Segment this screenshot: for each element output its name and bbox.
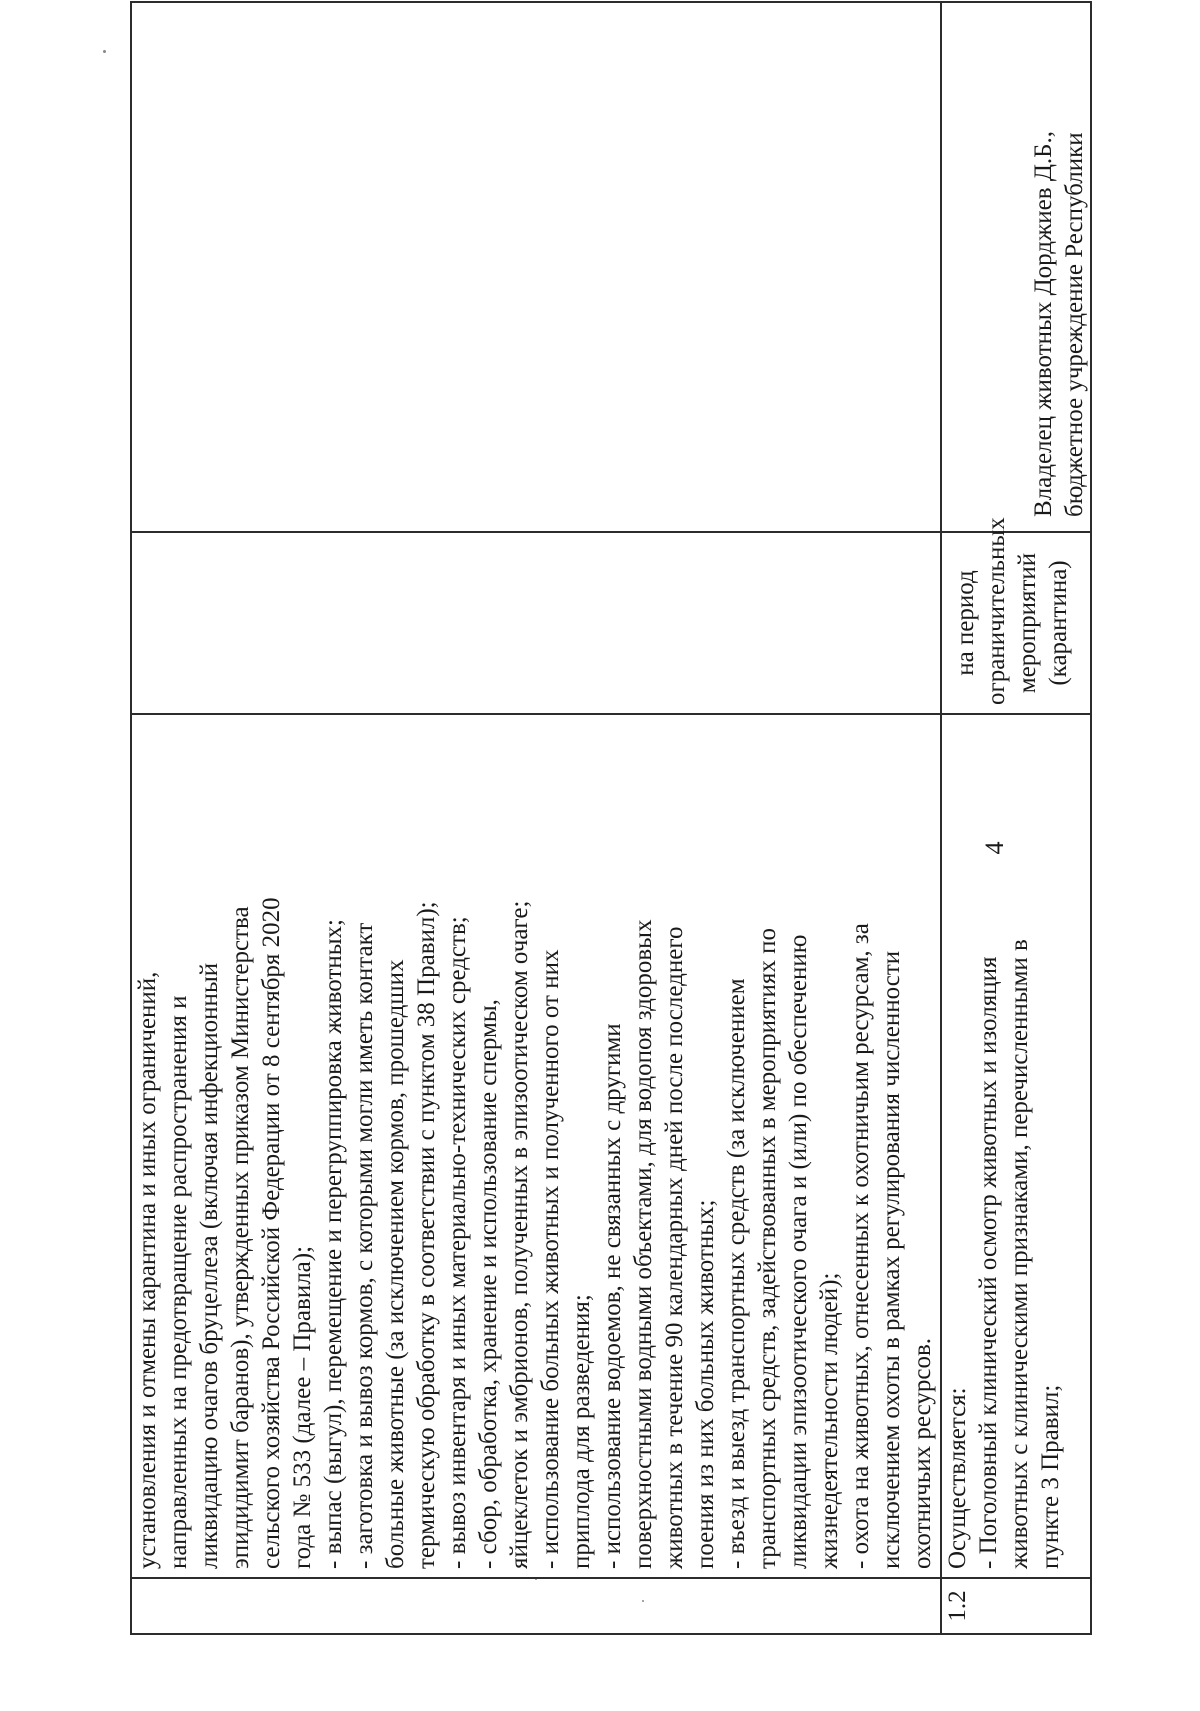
text-line: животных в течение 90 календарных дней после последнего [661, 926, 688, 1569]
text-line: термическую обработку в соответствии с пунктом 38 Правил); [413, 901, 440, 1569]
text-line: - заготовка и вывоз кормов, с которыми могли иметь контакт [351, 922, 378, 1569]
measures-text-cell [131, 714, 941, 1578]
responsible-cell [941, 2, 1091, 532]
text-line: эпидидимит баранов), утвержденных приказом Министерства [227, 906, 254, 1569]
term-cell [131, 532, 941, 714]
text-line: - охота на животных, отнесенных к охотничьим ресурсам, за [847, 923, 874, 1569]
row-number-cell: 1.2 [941, 1578, 1091, 1634]
term-text [942, 517, 1074, 705]
text-line: направленных на предотвращение распространения и [165, 995, 192, 1569]
term-cell [941, 517, 1091, 714]
measures-table [130, 1, 1092, 1635]
scan-speck [103, 50, 106, 53]
responsible-text [942, 11, 1090, 523]
text-line: ликвидации эпизоотического очага и (или) по обеспечению [785, 934, 812, 1569]
rotated-document [130, 75, 1088, 1635]
text-line: - вывоз инвентаря и иных материально-технических средств; [444, 916, 471, 1569]
text-line: исключением охоты в рамках регулирования численности [878, 950, 905, 1569]
text-line: сельского хозяйства Российской Федерации от 8 сентября 2020 [258, 897, 285, 1569]
text-line: транспортных средств, задействованных в мероприятиях по [754, 928, 781, 1569]
text-line: - Поголовный клинический осмотр животных и изоляция [975, 956, 1002, 1569]
responsible-cell [131, 2, 941, 532]
measures-text [132, 723, 938, 1569]
text-line: приплода для разведения; [568, 1294, 595, 1569]
text-line: охотничьих ресурсов. [909, 1337, 936, 1569]
row-number-cell [131, 1578, 941, 1634]
text-line: поения из них больных животных; [692, 1199, 719, 1569]
text-line: жизнедеятельности людей); [816, 1272, 843, 1569]
text-line: Осуществляется: [944, 1387, 971, 1569]
text-line: больные животные (за исключением кормов, прошедших [382, 959, 409, 1569]
text-line: - въезд и выезд транспортных средств (за исключением [723, 978, 750, 1569]
text-line: ликвидацию очагов бруцеллеза (включая инфекционный [196, 962, 223, 1569]
responsible-line: бюджетное учреждение Республики [1061, 132, 1088, 517]
text-line: - сбор, обработка, хранение и использование спермы, [475, 999, 502, 1569]
text-line: - выпас (выгул), перемещение и перегруппировка животных; [320, 919, 347, 1569]
page-number: 4 [980, 841, 1009, 855]
responsible-line: Владелец животных Дорджиев Д.Б., [1030, 131, 1057, 517]
text-line: - использование водоемов, не связанных с другими [599, 1023, 626, 1569]
text-line: яйцеклеток и эмбрионов, полученных в эпизоотическом очаге; [506, 900, 533, 1569]
term-line: мероприятий [1014, 552, 1041, 694]
term-line: на период [952, 570, 979, 676]
term-line: (карантина) [1045, 560, 1072, 686]
text-line: поверхностными водными объектами, для водопоя здоровых [630, 919, 657, 1569]
text-line: установления и отмены карантина и иных ограничений, [134, 971, 161, 1569]
table-row [131, 2, 941, 1634]
text-line: пункте 3 Правил; [1037, 1384, 1064, 1569]
table-row [941, 2, 1091, 1634]
term-line: ограничительных [983, 517, 1010, 705]
text-line: года № 533 (далее – Правила); [289, 1245, 316, 1569]
text-line: животных с клиническими признаками, перечисленными в [1006, 939, 1033, 1569]
text-line: - использование больных животных и полученного от них [537, 949, 564, 1569]
